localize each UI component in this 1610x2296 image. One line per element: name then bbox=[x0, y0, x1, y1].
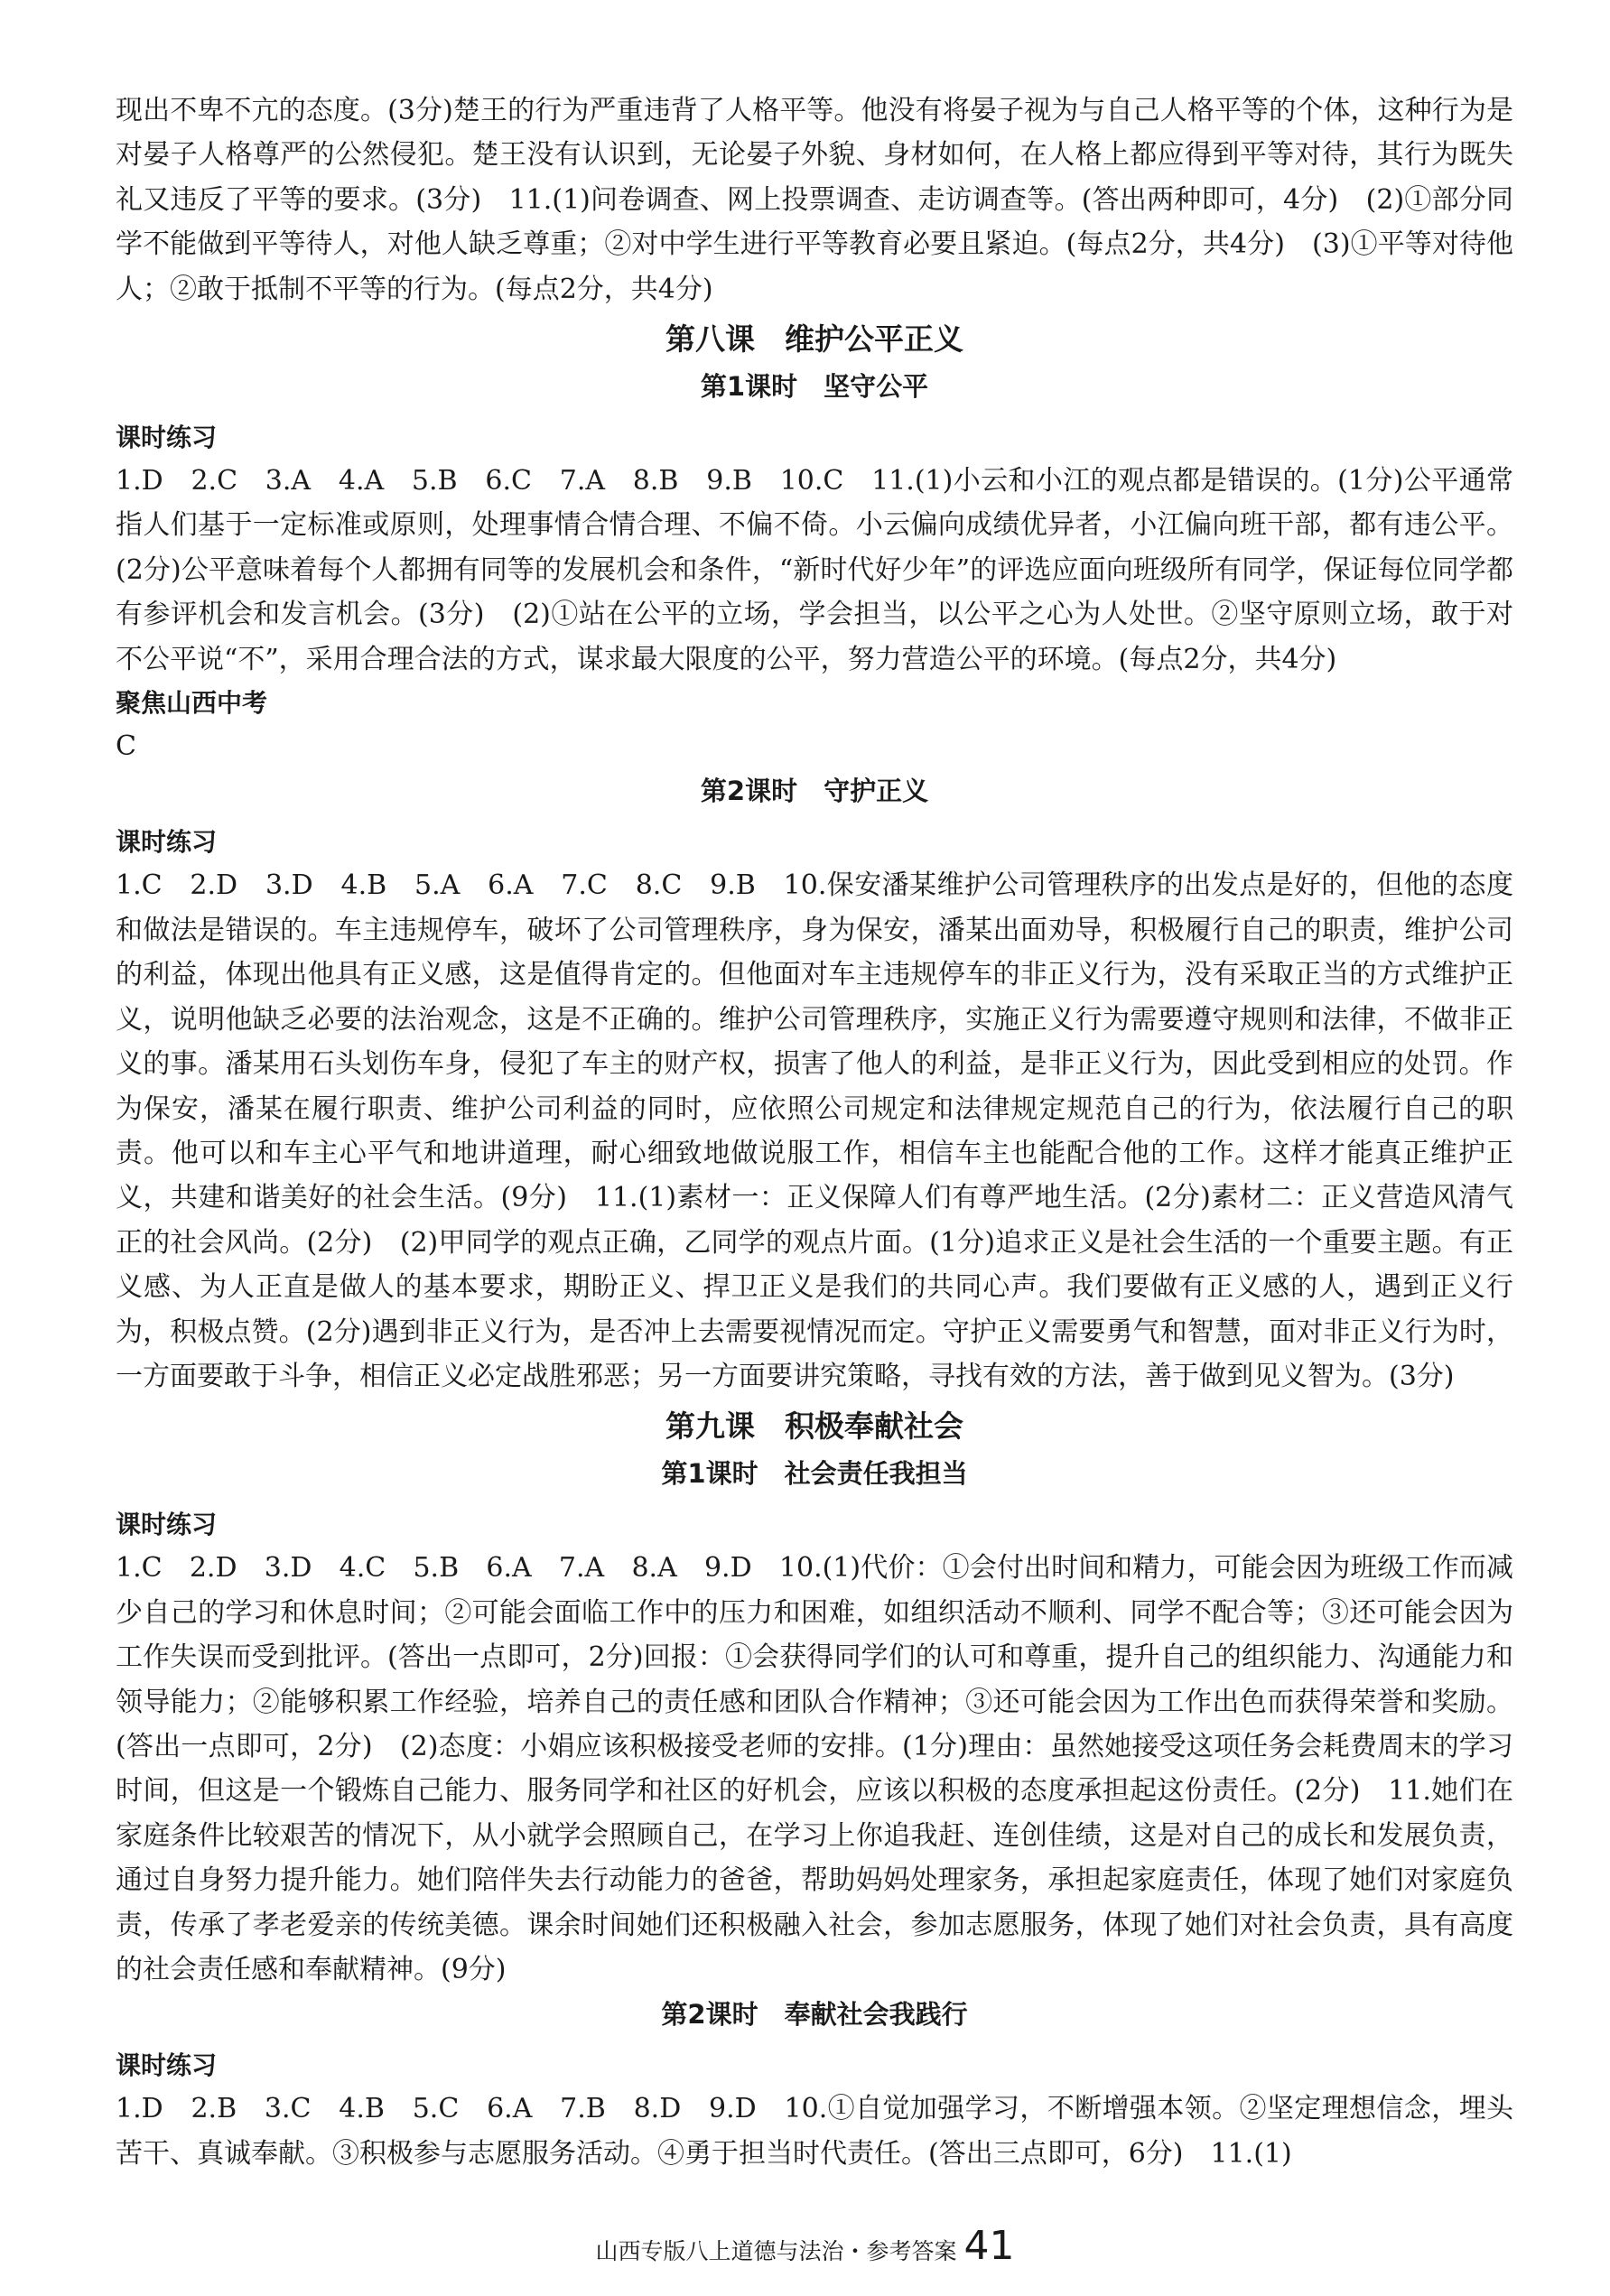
period-title-9-1: 第1课时 社会责任我担当 bbox=[661, 1458, 968, 1490]
lesson-title-8: 第八课 维护公平正义 bbox=[665, 321, 963, 358]
answer-paragraph-9-1: 1.C 2.D 3.D 4.C 5.B 6.A 7.A 8.A 9.D 10.(1)代价：①会付出时间和精力，可能会因为班级工作而减少自己的学习和休息时间；②可能会面临工作中的压力和困难，如组织活动不顺利、同学不配合等；③还可能会因为工作失误而受到批评。(答出一点即可，2分)回报：①会获得同学们的认可和尊重，提升自己的组织能力、沟通能力和领导能力；②能够积累工作经验，培养自己的责任感和团队合作精神；③还可能会因为工作出色而获得荣誉和奖励。(答出一点即可，2分) (2)态度：小娟应该积极接受老师的安排。(1分)理由：虽然她接受这项任务会耗费周末的学习时间，但这是一个锻炼自己能力、服务同学和社区的好机会，应该以积极的态度承担起这份责任。(2分) 11.她们在家庭条件比较艰苦的情况下，从小就学会照顾自己，在学习上你追我赶、连创佳绩，这是对自己的成长和发展负责，通过自身努力提升能力。她们陪伴失去行动能力的爸爸，帮助妈妈处理家务，承担起家庭责任，体现了她们对家庭负责，传承了孝老爱亲的传统美德。课余时间她们还积极融入社会，参加志愿服务，体现了她们对社会负责，具有高度的社会责任感和奉献精神。(9分) bbox=[116, 1552, 1513, 1985]
period-title-9-2: 第2课时 奉献社会我践行 bbox=[661, 1999, 968, 2031]
page-number: 41 bbox=[963, 2223, 1015, 2269]
section-heading-practice: 课时练习 bbox=[116, 827, 218, 858]
section-heading-practice: 课时练习 bbox=[116, 1510, 218, 1540]
footer-book-title: 山西专版八上道德与法治・参考答案 bbox=[595, 2238, 957, 2264]
period-title-8-1: 第1课时 坚守公平 bbox=[700, 371, 929, 403]
lesson-title-9: 第九课 积极奉献社会 bbox=[665, 1408, 963, 1445]
answer-page bbox=[116, 88, 1513, 2176]
answer-paragraph-9-2: 1.D 2.B 3.C 4.B 5.C 6.A 7.B 8.D 9.D 10.①自觉加强学习，不断增强本领。②坚定理想信念，埋头苦干、真诚奉献。③积极参与志愿服务活动。④勇于担当时代责任。(答出三点即可，6分) 11.(1) bbox=[116, 2093, 1513, 2170]
answer-paragraph-intro: 现出不卑不亢的态度。(3分)楚王的行为严重违背了人格平等。他没有将晏子视为与自己人格平等的个体，这种行为是对晏子人格尊严的公然侵犯。楚王没有认识到，无论晏子外貌、身材如何，在人格上都应得到平等对待，其行为既失礼又违反了平等的要求。(3分) 11.(1)问卷调查、网上投票调查、走访调查等。(答出两种即可，4分) (2)①部分同学不能做到平等待人，对他人缺乏尊重；②对中学生进行平等教育必要且紧迫。(每点2分，共4分) (3)①平等对待他人；②敢于抵制不平等的行为。(每点2分，共4分) bbox=[116, 95, 1513, 305]
answer-paragraph-shanxi-exam: C bbox=[116, 730, 136, 763]
section-heading-practice: 课时练习 bbox=[116, 423, 218, 453]
section-heading-shanxi-exam: 聚焦山西中考 bbox=[116, 688, 268, 719]
page-footer bbox=[0, 2223, 1610, 2269]
section-heading-practice: 课时练习 bbox=[116, 2050, 218, 2081]
answer-paragraph-8-2: 1.C 2.D 3.D 4.B 5.A 6.A 7.C 8.C 9.B 10.保安潘某维护公司管理秩序的出发点是好的，但他的态度和做法是错误的。车主违规停车，破坏了公司管理秩序，身为保安，潘某出面劝导，积极履行自己的职责，维护公司的利益，体现出他具有正义感，这是值得肯定的。但他面对车主违规停车的非正义行为，没有采取正当的方式维护正义，说明他缺乏必要的法治观念，这是不正确的。维护公司管理秩序，实施正义行为需要遵守规则和法律，不做非正义的事。潘某用石头划伤车身，侵犯了车主的财产权，损害了他人的利益，是非正义行为，因此受到相应的处罚。作为保安，潘某在履行职责、维护公司利益的同时，应依照公司规定和法律规定规范自己的行为，依法履行自己的职责。他可以和车主心平气和地讲道理，耐心细致地做说服工作，相信车主也能配合他的工作。这样才能真正维护正义，共建和谐美好的社会生活。(9分) 11.(1)素材一：正义保障人们有尊严地生活。(2分)素材二：正义营造风清气正的社会风尚。(2分) (2)甲同学的观点正确，乙同学的观点片面。(1分)追求正义是社会生活的一个重要主题。有正义感、为人正直是做人的基本要求，期盼正义、捍卫正义是我们的共同心声。我们要做有正义感的人，遇到正义行为，积极点赞。(2分)遇到非正义行为，是否冲上去需要视情况而定。守护正义需要勇气和智慧，面对非正义行为时，一方面要敢于斗争，相信正义必定战胜邪恶；另一方面要讲究策略，寻找有效的方法，善于做到见义智为。(3分) bbox=[116, 869, 1513, 1392]
answer-paragraph-8-1: 1.D 2.C 3.A 4.A 5.B 6.C 7.A 8.B 9.B 10.C 11.(1)小云和小江的观点都是错误的。(1分)公平通常指人们基于一定标准或原则，处理事情合情合理、不偏不倚。小云偏向成绩优异者，小江偏向班干部，都有违公平。(2分)公平意味着每个人都拥有同等的发展机会和条件，“新时代好少年”的评选应面向班级所有同学，保证每位同学都有参评机会和发言机会。(3分) (2)①站在公平的立场，学会担当，以公平之心为人处世。②坚守原则立场，敢于对不公平说“不”，采用合理合法的方式，谋求最大限度的公平，努力营造公平的环境。(每点2分，共4分) bbox=[116, 465, 1513, 675]
period-title-8-2: 第2课时 守护正义 bbox=[700, 776, 929, 807]
